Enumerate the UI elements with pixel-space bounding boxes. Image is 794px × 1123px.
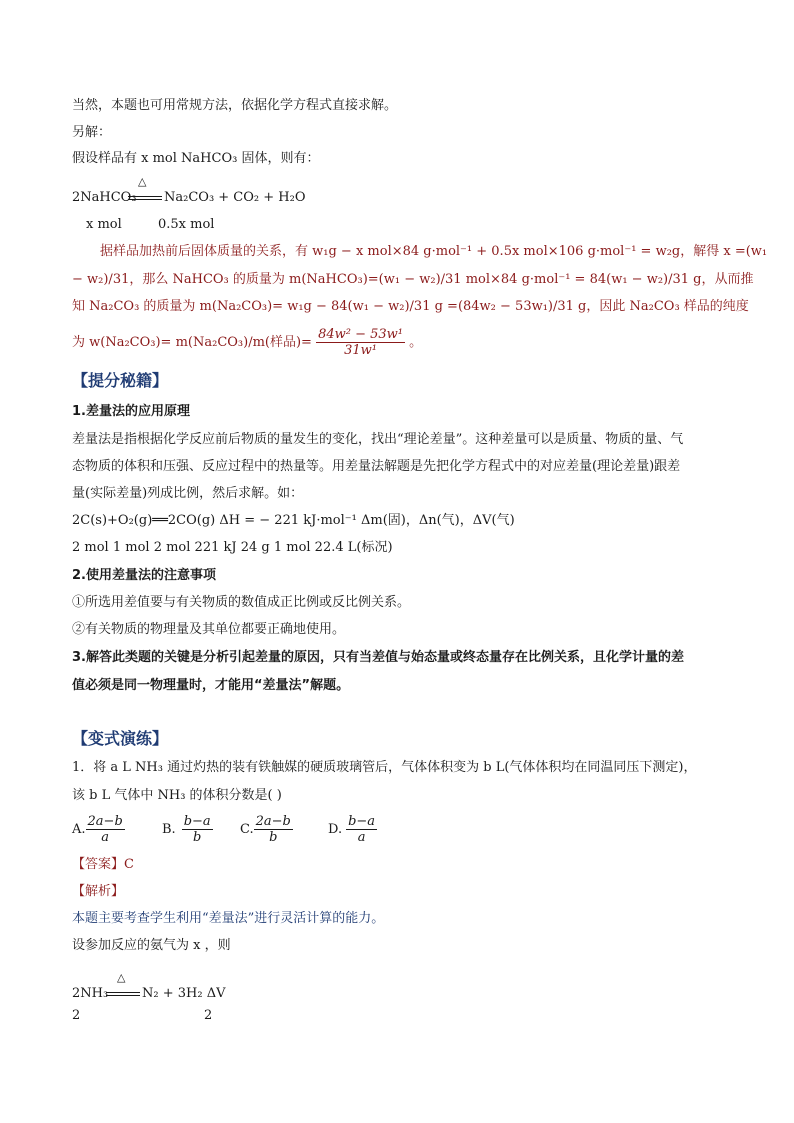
equation-right: Na₂CO₃ + CO₂ + H₂O: [164, 190, 306, 205]
option-fraction: [346, 814, 377, 845]
paragraph-line: 知 Na₂CO₃ 的质量为 m(Na₂CO₃)= w₁g − 84(w₁ − w₂)/31 g =(84w₂ − 53w₁)/31 g，因此 Na₂CO₃ 样品的纯度: [72, 299, 749, 314]
equation-left: 2NaHCO₃: [72, 190, 137, 205]
option-a: [72, 812, 125, 848]
equation-values: 2 mol 1 mol 2 mol 221 kJ 24 g 1 mol 22.4 L(标况): [72, 540, 393, 555]
option-b: [162, 812, 213, 848]
subheading: 1.差量法的应用原理: [72, 404, 190, 419]
equals-arrow: [128, 196, 162, 200]
section-title: 【提分秘籍】: [72, 371, 169, 390]
equation-line: 2C(s)+O₂(g)══2CO(g) ΔH = − 221 kJ·mol⁻¹ Δm(固)，Δn(气)，ΔV(气): [72, 513, 515, 528]
paragraph-line: 据样品加热前后固体质量的关系，有 w₁g − x mol×84 g·mol⁻¹ + 0.5x mol×106 g·mol⁻¹ = w₂g，解得 x =(w₁: [100, 244, 768, 259]
option-label: A.: [72, 822, 86, 837]
equals-arrow: [106, 992, 140, 996]
paragraph-line: 量(实际差量)列成比例，然后求解。如：: [72, 486, 304, 501]
analysis-line: 本题主要考查学生利用“差量法”进行灵活计算的能力。: [72, 911, 385, 926]
option-label: D.: [328, 822, 343, 837]
note-item: ②有关物质的物理量及其单位都要正确地使用。: [72, 622, 346, 637]
mol-label: x mol: [86, 217, 122, 232]
option-fraction: [86, 814, 125, 845]
question-line: 1．将 a L NH₃ 通过灼热的装有铁触媒的硬质玻璃管后，气体体积变为 b L(气体体积均在同温同压下测定)，: [72, 760, 697, 775]
paragraph-line: 态物质的体积和压强、反应过程中的热量等。用差量法解题是先把化学方程式中的对应差量(理论差量)跟差: [72, 459, 681, 474]
volume-label: 2: [204, 1008, 213, 1023]
fraction-numerator: 84w² − 53w¹: [318, 327, 404, 342]
analysis-line: 设参加反应的氨气为 x ，则: [72, 938, 231, 953]
option-label: C.: [240, 822, 254, 837]
text-line: 另解：: [72, 125, 112, 140]
volume-label: 2: [72, 1008, 81, 1023]
paragraph-line: 差量法是指根据化学反应前后物质的量发生的变化，找出“理论差量”。这种差量可以是质量、物质的量、气: [72, 432, 684, 447]
question-line: 该 b L 气体中 NH₃ 的体积分数是( ): [72, 788, 282, 803]
answer-line: 【答案】C: [72, 857, 134, 872]
heat-symbol: △: [117, 971, 126, 984]
option-label: B.: [162, 822, 176, 837]
option-fraction: [182, 814, 213, 845]
purity-prefix: 为 w(Na₂CO₃)= m(Na₂CO₃)/m(样品)=: [72, 335, 312, 350]
option-c: [240, 812, 293, 848]
equation-right: N₂ + 3H₂ ΔV: [142, 986, 226, 1001]
purity-fraction: [316, 327, 405, 358]
mol-label: 0.5x mol: [158, 217, 215, 232]
paragraph-line: [72, 325, 422, 361]
fraction-numerator: 2a−b: [255, 814, 291, 829]
equation-left: 2NH₃: [72, 986, 109, 1001]
key-point: 3.解答此类题的关键是分析引起差量的原因，只有当差值与始态量或终态量存在比例关系，且化学计量的差: [72, 650, 684, 665]
purity-suffix: 。: [409, 335, 423, 350]
key-point: 值必须是同一物理量时，才能用“差量法”解题。: [72, 678, 350, 693]
fraction-numerator: 2a−b: [87, 814, 123, 829]
option-fraction: [254, 814, 293, 845]
analysis-title: 【解析】: [72, 884, 125, 899]
section-title: 【变式演练】: [72, 729, 169, 748]
fraction-denominator: b: [269, 830, 278, 845]
fraction-denominator: b: [193, 830, 202, 845]
fraction-denominator: 31w¹: [344, 343, 377, 358]
heat-symbol: △: [138, 175, 147, 188]
text-line: 当然，本题也可用常规方法，依据化学方程式直接求解。: [72, 98, 398, 113]
fraction-denominator: a: [101, 830, 110, 845]
text-line: 假设样品有 x mol NaHCO₃ 固体，则有：: [72, 151, 320, 166]
paragraph-line: − w₂)/31，那么 NaHCO₃ 的质量为 m(NaHCO₃)=(w₁ − w₂)/31 mol×84 g·mol⁻¹ = 84(w₁ − w₂)/31 g，从而推: [72, 272, 754, 287]
option-d: [328, 812, 377, 848]
fraction-numerator: b−a: [183, 814, 211, 829]
fraction-denominator: a: [357, 830, 366, 845]
fraction-numerator: b−a: [348, 814, 376, 829]
note-item: ①所选用差值要与有关物质的数值成正比例或反比例关系。: [72, 595, 411, 610]
subheading: 2.使用差量法的注意事项: [72, 568, 216, 583]
